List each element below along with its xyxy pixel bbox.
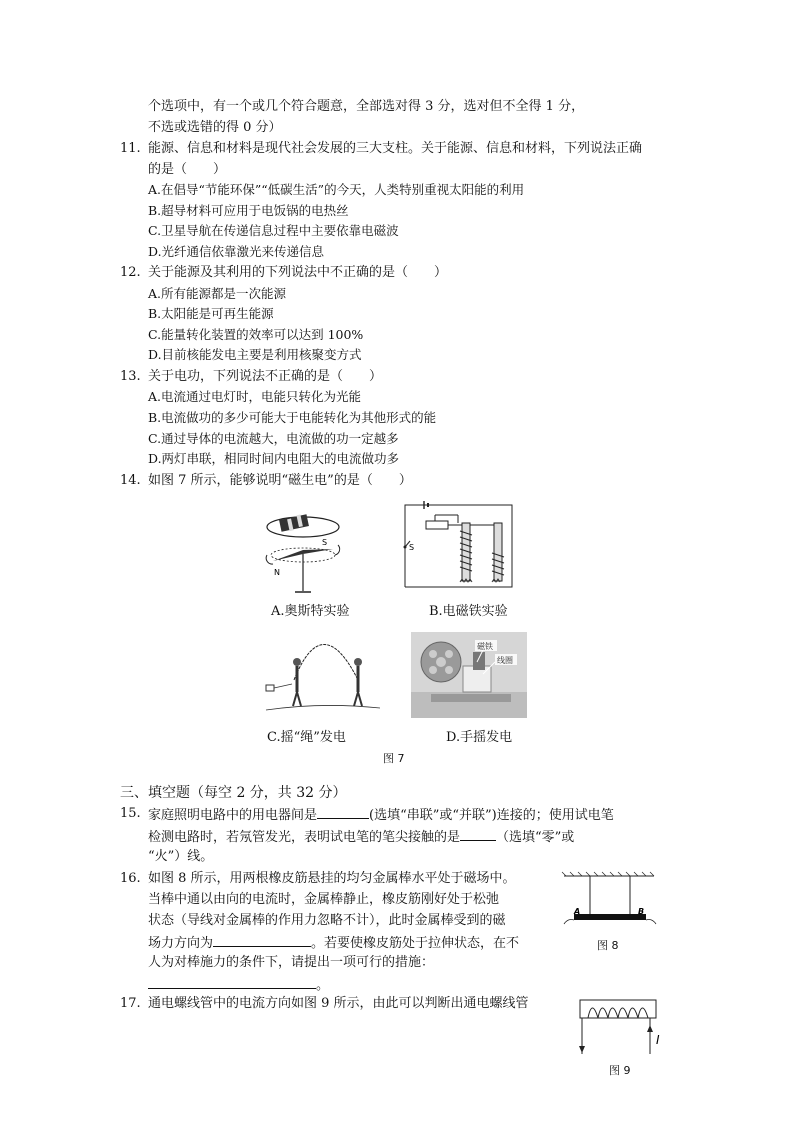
end-b-label: B	[638, 907, 645, 916]
hand-crank-generator-figure	[411, 632, 527, 718]
question-stem: 能源、信息和材料是现代社会发展的三大支柱。关于能源、信息和材料，下列说法正确	[148, 141, 643, 156]
rope-generator-figure	[262, 640, 382, 720]
question-number: 14.	[120, 473, 141, 488]
question-number: 17.	[120, 996, 141, 1011]
current-label: I	[656, 1033, 660, 1047]
question-text: (选填“串联”或“并联”)连接的；使用试电笔	[369, 808, 614, 823]
option-d: D.目前核能发电主要是利用核聚变方式	[148, 347, 362, 362]
question-text: 通电螺线管中的电流方向如图 9 所示，由此可以判断出通电螺线管	[148, 996, 529, 1011]
figure-caption-c: C.摇“绳”发电	[267, 730, 346, 745]
switch-label: S	[409, 543, 415, 552]
electromagnet-figure	[400, 497, 518, 593]
figure-label: 图 8	[597, 939, 619, 952]
coil-label: 线圈	[497, 656, 513, 665]
question-text: 人为对棒施力的条件下，请提出一项可行的措施：	[148, 955, 435, 970]
question-line	[148, 932, 519, 954]
option-a: A.所有能源都是一次能源	[148, 286, 287, 301]
figure-caption-d: D.手摇发电	[446, 730, 513, 745]
figure-label: 图 9	[609, 1064, 631, 1077]
instruction-line-2: 不选或选错的得 0 分）	[148, 120, 282, 135]
option-a: A.在倡导“节能环保”“低碳生活”的今天，人类特别重视太阳能的利用	[148, 182, 525, 197]
end-a-label: A	[574, 907, 581, 916]
question-number: 12.	[120, 265, 141, 280]
question-text: 。若要使橡皮筋处于拉伸状态，在不	[311, 936, 520, 951]
question-stem: 关于能源及其利用的下列说法中不正确的是（ ）	[148, 265, 448, 280]
question-text: 如图 8 所示，用两根橡皮筋悬挂的均匀金属棒水平处于磁场中。	[148, 871, 516, 886]
magnet-label: 磁铁	[477, 642, 493, 651]
question-number: 11.	[120, 141, 141, 156]
question-line	[148, 804, 614, 826]
option-c: C.通过导体的电流越大，电流做的功一定越多	[148, 431, 399, 446]
oersted-experiment-figure	[258, 505, 358, 600]
question-number: 16.	[120, 871, 141, 886]
question-text: （选填“零”或	[496, 830, 575, 845]
instruction-line-1: 个选项中，有一个或几个符合题意，全部选对得 3 分，选对但不全得 1 分，	[148, 99, 585, 114]
question-stem: 如图 7 所示，能够说明“磁生电”的是（ ）	[148, 473, 412, 488]
answer-blank[interactable]	[460, 826, 496, 841]
question-number: 13.	[120, 369, 141, 384]
south-pole-label: S	[322, 538, 328, 547]
answer-blank[interactable]	[213, 932, 311, 947]
option-c: C.卫星导航在传递信息过程中主要依靠电磁波	[148, 223, 399, 238]
question-line	[148, 826, 574, 848]
question-text: 当棒中通以由向的电流时，金属棒静止，橡皮筋刚好处于松弛	[148, 892, 500, 907]
option-d: D.光纤通信依靠激光来传递信息	[148, 244, 325, 259]
question-number: 15.	[120, 806, 141, 821]
option-d: D.两灯串联，相同时间内电阻大的电流做功多	[148, 451, 400, 466]
question-stem: 关于电功，下列说法不正确的是（ ）	[148, 369, 383, 384]
answer-blank[interactable]	[148, 974, 316, 989]
option-a: A.电流通过电灯时，电能只转化为光能	[148, 389, 362, 404]
solenoid-figure	[570, 996, 670, 1056]
section-title: 三、填空题（每空 2 分，共 32 分）	[120, 785, 347, 801]
north-pole-label: N	[274, 568, 280, 577]
figure-caption-a: A.奥斯特实验	[271, 604, 350, 619]
question-line	[148, 974, 329, 996]
question-text: 。	[316, 978, 330, 993]
metal-rod-figure	[560, 870, 658, 930]
option-b: B.电流做功的多少可能大于电能转化为其他形式的能	[148, 410, 437, 425]
question-stem: 的是（ ）	[148, 162, 227, 177]
question-text: 场力方向为	[148, 936, 214, 951]
answer-blank[interactable]	[317, 804, 369, 819]
option-c: C.能量转化装置的效率可以达到 100%	[148, 327, 364, 342]
figure-label: 图 7	[383, 752, 405, 765]
question-text: “火”）线。	[148, 849, 214, 864]
option-b: B.超导材料可应用于电饭锅的电热丝	[148, 203, 349, 218]
option-b: B.太阳能是可再生能源	[148, 306, 274, 321]
question-text: 状态（导线对金属棒的作用力忽略不计），此时金属棒受到的磁	[148, 913, 506, 928]
question-text: 家庭照明电路中的用电器间是	[148, 808, 318, 823]
question-text: 检测电路时，若氖管发光，表明试电笔的笔尖接触的是	[148, 830, 461, 845]
figure-caption-b: B.电磁铁实验	[429, 604, 508, 619]
